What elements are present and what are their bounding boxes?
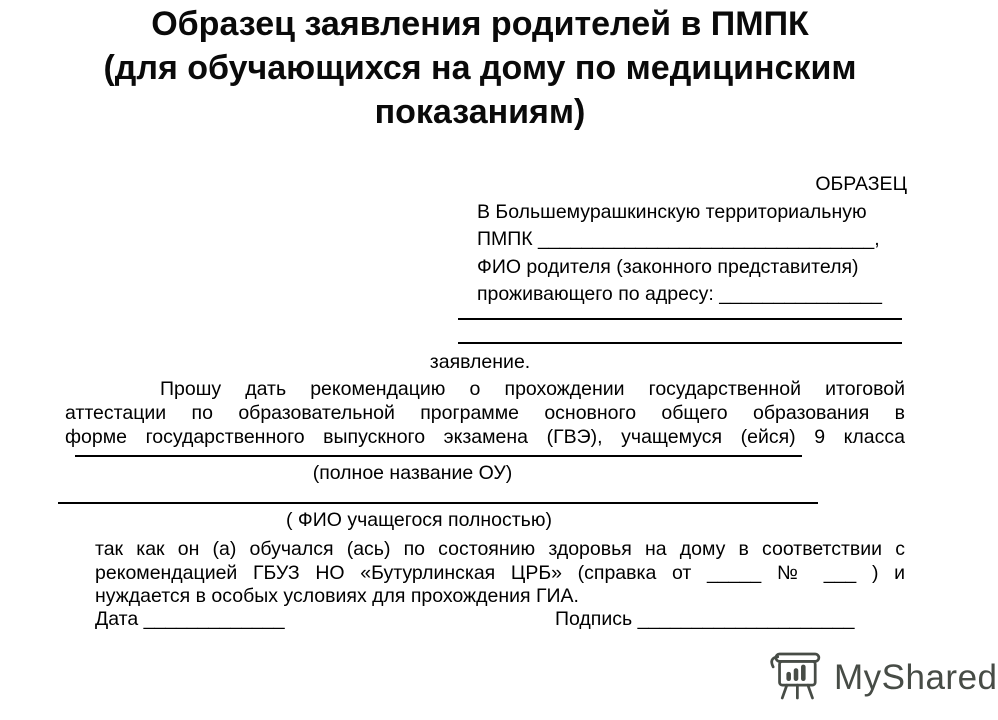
- document-title: Образец заявления родителей в ПМПК (для обучающихся на дому по медицинским показаниям): [103, 5, 857, 131]
- student-name-blank-line: [58, 502, 818, 504]
- school-name-blank-line: [75, 455, 802, 457]
- request-line: Прошу дать рекомендацию о прохождении государственной итоговой: [160, 378, 905, 400]
- header-pmpk-line: ПМПК _______________________________,: [477, 228, 880, 250]
- blank-line: [458, 318, 902, 320]
- reason-line: нуждается в особых условиях для прохождения ГИА.: [95, 585, 579, 607]
- header-address-line: проживающего по адресу: _______________: [477, 283, 882, 305]
- date-field: Дата _____________: [95, 608, 285, 630]
- blank-line: [458, 342, 902, 344]
- application-heading: заявление.: [429, 351, 531, 373]
- reason-paragraph: [95, 538, 905, 609]
- reason-line: рекомендацией ГБУЗ НО «Бутурлинская ЦРБ» (справка от _____ № ___ ) и: [95, 561, 905, 584]
- date-signature-row: [95, 608, 905, 634]
- school-name-caption: (полное название ОУ): [312, 462, 513, 484]
- header-parent-fio-line: ФИО родителя (законного представителя): [477, 255, 859, 278]
- myshared-watermark: [764, 650, 998, 706]
- signature-field: Подпись ____________________: [555, 608, 855, 630]
- header-address-block: [477, 171, 907, 309]
- student-name-caption: ( ФИО учащегося полностью): [286, 509, 552, 531]
- request-line: аттестации по образовательной программе основного общего образования в: [65, 402, 905, 424]
- header-to-line: В Большемурашкинскую территориальную: [477, 200, 867, 223]
- sample-label: ОБРАЗЕЦ: [815, 173, 907, 195]
- request-line: форме государственного выпускного экзамена (ГВЭ), учащемуся (ейся) 9 класса: [65, 426, 905, 448]
- flipchart-easel-icon: [764, 648, 828, 709]
- myshared-logo-text: MyShared: [834, 658, 998, 697]
- reason-line: так как он (а) обучался (ась) по состоянию здоровья на дому в соответствии с: [95, 538, 905, 560]
- request-paragraph: [65, 377, 905, 449]
